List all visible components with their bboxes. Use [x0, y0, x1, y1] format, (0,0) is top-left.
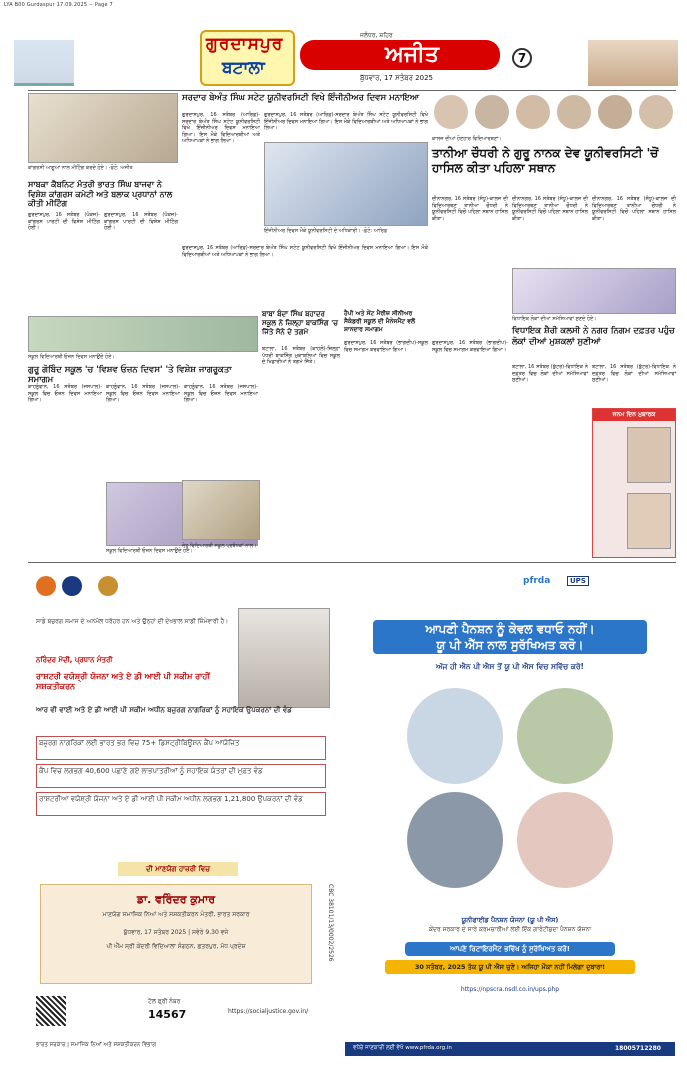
masthead-date: ਬੁੱਧਵਾਰ, 17 ਸਤੰਬਰ 2025	[360, 74, 433, 82]
photo-woman	[515, 790, 615, 890]
pm-name: ਨਰਿੰਦਰ ਮੋਦੀ, ਪ੍ਰਧਾਨ ਮੰਤਰੀ	[36, 656, 113, 664]
caption-ozone: ਸਕੂਲ ਵਿਦਿਆਰਥੀ ਓਜ਼ਨ ਦਿਵਸ ਮਨਾਉਂਦੇ ਹੋਏ।	[28, 354, 115, 360]
presence-banner: ਦੀ ਮਾਣਯੋਗ ਹਾਜ਼ਰੀ ਵਿਚ	[118, 862, 238, 876]
ups-scheme-title: ਯੂਨੀਫਾਈਡ ਪੈਨਸ਼ਨ ਯੋਜਨਾ (ਯੂ ਪੀ ਐਸ)	[461, 916, 559, 924]
headline-mla-sherry-kalsi: ਵਿਧਾਇਕ ਸ਼ੈਰੀ ਕਲਸੀ ਨੇ ਨਗਰ ਨਿਗਮ ਦਫ਼ਤਰ ਪਹੁੰਚ ਲੋਕਾਂ ਦੀਆਂ ਮੁਸ਼ਕਲਾਂ ਸੁਣੀਆਂ	[512, 326, 675, 347]
body-ozone-col3: ਕਾਹਨੂੰਵਾਨ, 16 ਸਤੰਬਰ (ਜਸਪਾਲ)-ਸਕੂਲ ਵਿਚ ਓਜ਼ਨ ਦਿਵਸ ਮਨਾਇਆ ਗਿਆ।	[184, 384, 258, 403]
photo-ozone-day	[28, 316, 258, 352]
body-happy-school-col1: ਗੁਰਦਾਸਪੁਰ, 16 ਸਤੰਬਰ (ਭਾਗਦੀਪ)-ਸਕੂਲ ਵਿਚ ਸਮਾਗਮ ਕਰਵਾਇਆ ਗਿਆ।	[344, 340, 428, 353]
ad-code: CBC 38101/13/0002/2526	[327, 884, 334, 962]
ups-scheme-desc: ਕੇਂਦਰ ਸਰਕਾਰ ਦੇ ਸਾਰੇ ਕਰਮਚਾਰੀਆਂ ਲਈ ਇੱਕ ਗਾਰੰਟੀਸ਼ੁਦਾ ਪੈਨਸ਼ਨ ਯੋਜਨਾ	[428, 926, 592, 933]
caption-school-students: ਸਕੂਲ ਵਿਦਿਆਰਥੀ ਓਜ਼ਨ ਦਿਵਸ ਮਨਾਉਂਦੇ ਹੋਏ।	[106, 548, 193, 554]
photo-man-uniform	[405, 790, 505, 890]
portrait-6	[637, 93, 675, 131]
ad-social-justice	[28, 568, 338, 1056]
emblem-icon	[36, 576, 56, 596]
photo-man-office	[405, 686, 505, 786]
helpline-label: ਟੋਲ ਫ੍ਰੀ ਨੰਬਰ	[148, 998, 181, 1005]
masthead-paper-name: ਅਜੀਤ	[385, 42, 439, 67]
masthead-temple-image	[14, 40, 74, 86]
body-tania-col2: ਦੀਨਾਨਗਰ, 16 ਸਤੰਬਰ (ਸੰਧੂ)-ਕਾਲਜ ਦੀ ਵਿਦਿਆਰਥਣ ਤਾਨੀਆ ਚੌਧਰੀ ਨੇ ਯੂਨੀਵਰਸਿਟੀ ਵਿਚੋਂ ਪਹਿਲਾ ਸਥਾਨ ਹਾਸਿਲ ਕੀਤਾ।	[512, 196, 588, 222]
headline-engineer-day: ਸਰਦਾਰ ਬੇਅੰਤ ਸਿੰਘ ਸਟੇਟ ਯੂਨੀਵਰਸਿਟੀ ਵਿਖੇ ਇੰਜੀਨੀਅਰ ਦਿਵਸ ਮਨਾਇਆ	[182, 93, 420, 103]
ups-deadline: 30 ਸਤੰਬਰ, 2025 ਤੱਕ ਯੂ ਪੀ ਐਸ ਚੁਣੋ। ਅਜਿਹਾ ਮੌਕਾ ਨਹੀਂ ਮਿਲੇਗਾ ਦੁਬਾਰਾ!	[385, 960, 635, 974]
birthday-box	[592, 408, 676, 558]
headline-happy-school-top: ਹੈਪੀ ਅਤੇ ਸੇਂਟ ਮੈਰੀਜ਼ ਸੀਨੀਅਰ ਸੈਕੰਡਰੀ ਸਕੂਲ ਦੀ ਮੈਨੇਜਮੈਂਟ ਵਲੋਂ ਸ਼ਾਨਦਾਰ ਸਮਾਗਮ	[344, 310, 416, 333]
guest-box	[40, 884, 312, 984]
ups-footer-phone: 18005712280	[615, 1045, 661, 1052]
masthead-city-subtitle: ਬਟਾਲਾ	[222, 58, 265, 78]
portrait-1	[432, 93, 470, 131]
photo-man-outdoor	[515, 686, 615, 786]
body-mla-col2: ਬਟਾਲਾ, 16 ਸਤੰਬਰ (ਬੁੱਟਰ)-ਵਿਧਾਇਕ ਨੇ ਦਫ਼ਤਰ ਵਿਚ ਲੋਕਾਂ ਦੀਆਂ ਸਮੱਸਿਆਵਾਂ ਸੁਣੀਆਂ।	[592, 364, 676, 383]
portrait-3	[514, 93, 552, 131]
body-engineer-col2: ਗੁਰਦਾਸਪੁਰ, 16 ਸਤੰਬਰ (ਆਰਿਫ਼)-ਸਰਦਾਰ ਬੇਅੰਤ ਸਿੰਘ ਸਟੇਟ ਯੂਨੀਵਰਸਿਟੀ ਵਿਖੇ ਇੰਜੀਨੀਅਰ ਦਿਵਸ ਮਨਾਇਆ ਗਿਆ। ਇਸ ਮੌਕੇ ਵਿਦਿਆਰਥੀਆਂ ਅਤੇ ਅਧਿਆਪਕਾਂ ਨੇ ਭਾਗ ਲਿਆ।	[264, 112, 428, 131]
pm-photo	[238, 608, 330, 708]
body-congress-col1: ਗੁਰਦਾਸਪੁਰ, 16 ਸਤੰਬਰ (ਪੰਕਜ)-ਕਾਂਗਰਸ ਪਾਰਟੀ ਦੀ ਵਿਸ਼ੇਸ਼ ਮੀਟਿੰਗ ਹੋਈ।	[28, 212, 100, 231]
caption-mla: ਵਿਧਾਇਕ ਲੋਕਾਂ ਦੀਆਂ ਸਮੱਸਿਆਵਾਂ ਸੁਣਦੇ ਹੋਏ।	[512, 316, 597, 322]
portrait-4	[555, 93, 593, 131]
scheme-line-2: ਬਜ਼ੁਰਗ ਨਾਗਰਿਕਾਂ ਲਈ ਭਾਰਤ ਭਰ ਵਿਚ 75+ ਡਿਸਟ੍ਰੀਬਿਊਸ਼ਨ ਕੈਂਪ ਆਯੋਜਿਤ	[36, 736, 326, 760]
scheme-line-3: ਕੈਂਪ ਵਿਚ ਲਗਭਗ 40,600 ਪਛਾਣੇ ਗਏ ਲਾਭਪਾਤਰੀਆਂ ਨੂੰ ਸਹਾਇਕ ਯੰਤਰਾਂ ਦੀ ਮੁਫ਼ਤ ਵੰਡ	[36, 764, 326, 788]
scheme-title: ਰਾਸ਼ਟਰੀ ਵਯੋਸ਼੍ਰੀ ਯੋਜਨਾ ਅਤੇ ਏ ਡੀ ਆਈ ਪੀ ਸਕੀਮ ਰਾਹੀਂ ਸਸ਼ਕਤੀਕਰਨ	[36, 672, 210, 691]
guest-name: ਡਾ. ਵਰਿੰਦਰ ਕੁਮਾਰ	[136, 893, 216, 906]
body-ozone-col1: ਕਾਹਨੂੰਵਾਨ, 16 ਸਤੰਬਰ (ਜਸਪਾਲ)-ਸਕੂਲ ਵਿਚ ਓਜ਼ਨ ਦਿਵਸ ਮਨਾਇਆ ਗਿਆ।	[28, 384, 102, 403]
ups-logo: UPS	[567, 576, 589, 586]
birthday-title: ਜਨਮ ਦਿਨ ਮੁਬਾਰਕ	[593, 409, 675, 421]
qr-code-icon	[36, 996, 66, 1026]
ups-cta: ਆਪਣੇ ਰਿਟਾਇਰਮੈਂਟ ਭਵਿੱਖ ਨੂੰ ਸੁਰੱਖਿਅਤ ਕਰੋ!	[405, 942, 615, 956]
event-venue: ਪੀ ਐੱਮ ਸ੍ਰੀ ਕੇਂਦਰੀ ਵਿਦਿਆਲਾ ਸੰਗਠਨ, ਛਤਰਪੁਰ, ਮੱਧ ਪ੍ਰਦੇਸ਼	[106, 943, 246, 950]
event-time: ਬੁੱਧਵਾਰ, 17 ਸਤੰਬਰ 2025 | ਸਵੇਰੇ 9.30 ਵਜੇ	[123, 929, 229, 936]
body-mla-col1: ਬਟਾਲਾ, 16 ਸਤੰਬਰ (ਬੁੱਟਰ)-ਵਿਧਾਇਕ ਨੇ ਦਫ਼ਤਰ ਵਿਚ ਲੋਕਾਂ ਦੀਆਂ ਸਮੱਸਿਆਵਾਂ ਸੁਣੀਆਂ।	[512, 364, 588, 383]
ups-footer-info: ਵਧੇਰੇ ਜਾਣਕਾਰੀ ਲਈ ਵੇਖੋ www.pfrda.org.in	[353, 1045, 452, 1051]
helpline-number: 14567	[148, 1008, 187, 1021]
caption-boxing: ਜੇਤੂ ਵਿਦਿਆਰਥੀ ਸਕੂਲ ਪ੍ਰਬੰਧਕਾਂ ਨਾਲ।	[182, 543, 257, 549]
masthead-edition: ਜਲੰਧਰ, ਸ਼ਹਿਰ	[360, 32, 393, 39]
photo-congress-meeting	[28, 93, 178, 163]
ad-ups-pension	[345, 568, 675, 1056]
page-number: 7	[512, 48, 532, 68]
caption-students: ਕਾਲਜ ਦੀਆਂ ਹੋਣਹਾਰ ਵਿਦਿਆਰਥਣਾਂ।	[432, 136, 502, 142]
ad-left-footer: ਭਾਰਤ ਸਰਕਾਰ | ਸਮਾਜਿਕ ਨਿਆਂ ਅਤੇ ਸਸ਼ਕਤੀਕਰਨ ਵਿਭਾਗ	[36, 1042, 157, 1048]
masthead-divider	[28, 90, 676, 91]
body-engineer-col1: ਗੁਰਦਾਸਪੁਰ, 16 ਸਤੰਬਰ (ਆਰਿਫ਼)-ਸਰਦਾਰ ਬੇਅੰਤ ਸਿੰਘ ਸਟੇਟ ਯੂਨੀਵਰਸਿਟੀ ਵਿਖੇ ਇੰਜੀਨੀਅਰ ਦਿਵਸ ਮਨਾਇਆ ਗਿਆ। ਇਸ ਮੌਕੇ ਵਿਦਿਆਰਥੀਆਂ ਅਤੇ ਅਧਿਆਪਕਾਂ ਨੇ ਭਾਗ ਲਿਆ।	[182, 112, 260, 144]
pfrda-logo: pfrda	[523, 576, 551, 586]
ups-url[interactable]: https://npscra.nsdl.co.in/ups.php	[460, 986, 560, 993]
news-ad-divider	[28, 562, 676, 563]
photo-engineer-day	[264, 142, 428, 226]
body-tania-col3: ਦੀਨਾਨਗਰ, 16 ਸਤੰਬਰ (ਸੰਧੂ)-ਕਾਲਜ ਦੀ ਵਿਦਿਆਰਥਣ ਤਾਨੀਆ ਚੌਧਰੀ ਨੇ ਯੂਨੀਵਰਸਿਟੀ ਵਿਚੋਂ ਪਹਿਲਾ ਸਥਾਨ ਹਾਸਿਲ ਕੀਤਾ।	[592, 196, 676, 222]
headline-tania-chaudhary: ਤਾਨੀਆ ਚੌਧਰੀ ਨੇ ਗੁਰੂ ਨਾਨਕ ਦੇਵ ਯੂਨੀਵਰਸਿਟੀ 'ਚੋਂ ਹਾਸਿਲ ਕੀਤਾ ਪਹਿਲਾ ਸਥਾਨ	[432, 146, 659, 175]
birthday-photo-2	[627, 493, 671, 549]
ministry-website: https://socialjustice.gov.in/	[228, 1008, 309, 1015]
body-ozone-col2: ਕਾਹਨੂੰਵਾਨ, 16 ਸਤੰਬਰ (ਜਸਪਾਲ)-ਸਕੂਲ ਵਿਚ ਓਜ਼ਨ ਦਿਵਸ ਮਨਾਇਆ ਗਿਆ।	[106, 384, 180, 403]
body-tania-col1: ਦੀਨਾਨਗਰ, 16 ਸਤੰਬਰ (ਸੰਧੂ)-ਕਾਲਜ ਦੀ ਵਿਦਿਆਰਥਣ ਤਾਨੀਆ ਚੌਧਰੀ ਨੇ ਯੂਨੀਵਰਸਿਟੀ ਵਿਚੋਂ ਪਹਿਲਾ ਸਥਾਨ ਹਾਸਿਲ ਕੀਤਾ।	[432, 196, 508, 222]
birthday-photo-1	[627, 427, 671, 483]
body-congress-col2: ਗੁਰਦਾਸਪੁਰ, 16 ਸਤੰਬਰ (ਪੰਕਜ)-ਕਾਂਗਰਸ ਪਾਰਟੀ ਦੀ ਵਿਸ਼ੇਸ਼ ਮੀਟਿੰਗ ਹੋਈ।	[104, 212, 178, 231]
scheme-line-1: ਆਰ ਵੀ ਵਾਈ ਅਤੇ ਏ ਡੀ ਆਈ ਪੀ ਸਕੀਮ ਅਧੀਨ ਬਜ਼ੁਰਗ ਨਾਗਰਿਕਾਂ ਨੂੰ ਸਹਾਇਕ ਉਪਕਰਨਾਂ ਦੀ ਵੰਡ	[36, 706, 292, 714]
alimco-logo-icon	[98, 576, 118, 596]
portrait-2	[473, 93, 511, 131]
guest-title: ਮਾਣਯੋਗ ਸਮਾਜਿਕ ਨਿਆਂ ਅਤੇ ਸਸ਼ਕਤੀਕਰਨ ਮੰਤਰੀ, ਭਾਰਤ ਸਰਕਾਰ	[102, 911, 250, 918]
ups-subline: ਅੱਜ ਹੀ ਐਨ ਪੀ ਐਸ ਤੋਂ ਯੂ ਪੀ ਐਸ ਵਿਚ ਸਵਿੱਚ ਕਰੋ!	[436, 662, 584, 671]
headline-boxing: ਬਾਬਾ ਬੰਦਾ ਸਿੰਘ ਬਹਾਦਰ ਸਕੂਲ ਨੇ ਜ਼ਿਲ੍ਹਾ ਬਾਕਸਿੰਗ 'ਚ ਜਿੱਤੇ ਸੋਨੇ ਦੇ ਤਗਮੇ	[262, 310, 338, 336]
headline-congress: ਸਾਬਕਾ ਕੈਬਨਿਟ ਮੰਤਰੀ ਭਾਰਤ ਸਿੰਘ ਬਾਜਵਾ ਨੇ ਵਿਸ਼ੇਸ਼ ਕਾਂਗਰਸ ਕਮੇਟੀ ਅਤੇ ਬਲਾਕ ਪ੍ਰਧਾਨਾਂ ਨਾਲ ਕੀਤੀ ਮੀਟਿੰਗ	[28, 180, 173, 208]
caption-congress: ਕਾਂਗਰਸੀ ਆਗੂਆਂ ਨਾਲ ਮੀਟਿੰਗ ਕਰਦੇ ਹੋਏ। -ਫ਼ੋਟੋ: ਅਜੀਤ	[28, 165, 133, 171]
scheme-line-4: ਰਾਸ਼ਟਰੀਆ ਵਯੋਸ਼੍ਰੀ ਯੋਜਨਾ ਅਤੇ ਏ ਡੀ ਆਈ ਪੀ ਸਕੀਮ ਅਧੀਨ ਲਗਭਗ 1,21,800 ਉਪਕਰਨਾਂ ਦੀ ਵੰਡ	[36, 792, 326, 816]
masthead-gurdwara-image	[588, 40, 678, 86]
ups-headline	[373, 620, 647, 654]
pm-quote: ਸਾਡੇ ਬਜ਼ੁਰਗ ਸਮਾਜ ਦੇ ਅਨਮੋਲ ਧਰੋਹਰ ਹਨ ਅਤੇ ਉਨ੍ਹਾਂ ਦੀ ਦੇਖਭਾਲ ਸਾਡੀ ਜ਼ਿੰਮੇਵਾਰੀ ਹੈ।	[36, 618, 229, 625]
caption-engineer-day: ਇੰਜੀਨੀਅਰ ਦਿਵਸ ਮੌਕੇ ਯੂਨੀਵਰਸਿਟੀ ਦੇ ਅਧਿਕਾਰੀ। -ਫ਼ੋਟੋ: ਆਰਿਫ਼	[264, 228, 388, 234]
students-portraits	[432, 93, 676, 133]
ups-headline-1: ਆਪਣੀ ਪੈਨਸ਼ਨ ਨੂੰ ਕੇਵਲ ਵਧਾਓ ਨਹੀਂ।	[425, 622, 595, 636]
photo-mla-office	[512, 268, 676, 314]
ministry-logo-icon	[62, 576, 82, 596]
body-happy-school-col2: ਗੁਰਦਾਸਪੁਰ, 16 ਸਤੰਬਰ (ਭਾਗਦੀਪ)-ਸਕੂਲ ਵਿਚ ਸਮਾਗਮ ਕਰਵਾਇਆ ਗਿਆ।	[432, 340, 508, 353]
print-slug: LYA B00 Gurdaspur 17.09.2025 -- Page 7	[4, 2, 113, 8]
masthead-city-title: ਗੁਰਦਾਸਪੁਰ	[206, 34, 284, 54]
body-boxing: ਬਟਾਲਾ, 16 ਸਤੰਬਰ (ਕਾਹਲੋਂ)-ਜ਼ਿਲ੍ਹਾ ਪੱਧਰੀ ਬਾਕਸਿੰਗ ਮੁਕਾਬਲਿਆਂ ਵਿਚ ਸਕੂਲ ਦੇ ਖਿਡਾਰੀਆਂ ਨੇ ਤਗਮੇ ਜਿੱਤੇ।	[262, 346, 340, 365]
portrait-5	[596, 93, 634, 131]
ups-headline-2: ਯੂ ਪੀ ਐੱਸ ਨਾਲ ਸੁਰੱਖਿਅਤ ਕਰੋ।	[436, 638, 584, 652]
body-engineer-bottom: ਗੁਰਦਾਸਪੁਰ, 16 ਸਤੰਬਰ (ਆਰਿਫ਼)-ਸਰਦਾਰ ਬੇਅੰਤ ਸਿੰਘ ਸਟੇਟ ਯੂਨੀਵਰਸਿਟੀ ਵਿਖੇ ਇੰਜੀਨੀਅਰ ਦਿਵਸ ਮਨਾਇਆ ਗਿਆ। ਇਸ ਮੌਕੇ ਵਿਦਿਆਰਥੀਆਂ ਅਤੇ ਅਧਿਆਪਕਾਂ ਨੇ ਭਾਗ ਲਿਆ।	[182, 245, 428, 258]
headline-ozone: ਗੁਰੂ ਗੋਬਿੰਦ ਸਕੂਲ 'ਚ 'ਵਿਸ਼ਵ ਓਜ਼ਨ ਦਿਵਸ' 'ਤੇ ਵਿਸ਼ੇਸ਼ ਜਾਗਰੂਕਤਾ ਸਮਾਗਮ	[28, 365, 232, 385]
photo-boxing-winners	[182, 480, 260, 540]
